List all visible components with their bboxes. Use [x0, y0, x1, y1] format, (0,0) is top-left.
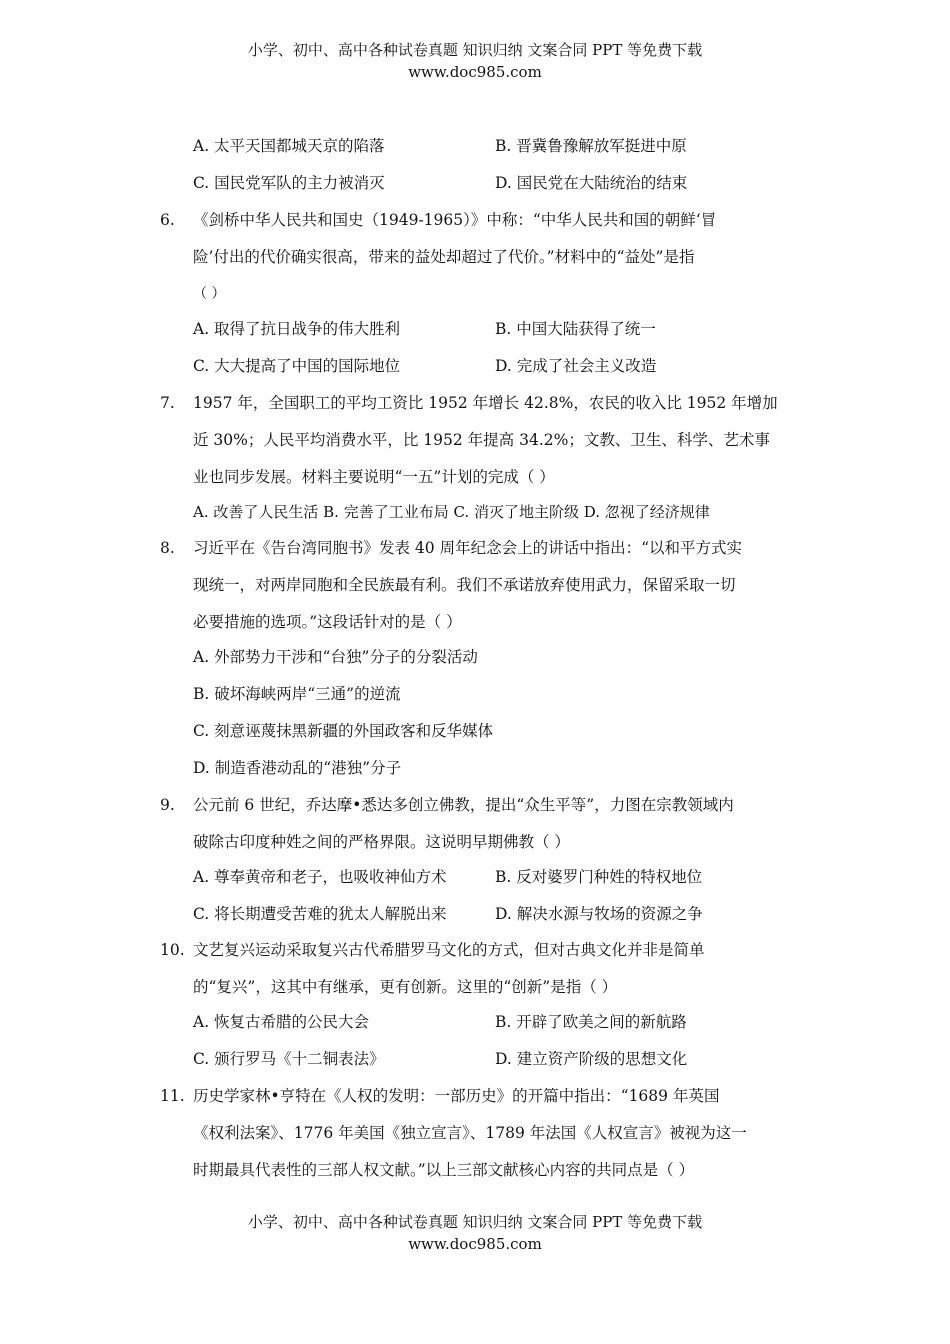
q7-options: A. 改善了人民生活 B. 完善了工业布局 C. 消灭了地主阶级 D. 忽视了经济规律	[193, 503, 710, 521]
q10-stem-line1: 文艺复兴运动采取复兴古代希腊罗马文化的方式，但对古典文化并非是简单	[193, 941, 705, 959]
q10-option-c: C. 颁行罗马《十二铜表法》	[193, 1050, 385, 1068]
header-url: www.doc985.com	[408, 63, 542, 81]
q5-option-a: A. 太平天国都城天京的陷落	[193, 137, 385, 155]
q5-option-d: D. 国民党在大陆统治的结束	[495, 174, 688, 192]
q10-number: 10.	[160, 941, 185, 959]
q9-option-a: A. 尊奉黄帝和老子，也吸收神仙方术	[193, 868, 447, 886]
q7-stem-line2: 近 30%；人民平均消费水平，比 1952 年提高 34.2%；文教、卫生、科学、艺术事	[193, 431, 770, 449]
footer-url: www.doc985.com	[408, 1235, 542, 1253]
q10-option-b: B. 开辟了欧美之间的新航路	[495, 1013, 687, 1031]
q10-option-d: D. 建立资产阶级的思想文化	[495, 1050, 688, 1068]
q6-stem-line1: 《剑桥中华人民共和国史（1949-1965）》中称：“中华人民共和国的朝鲜‘冒	[193, 211, 717, 229]
q7-stem-line1: 1957 年，全国职工的平均工资比 1952 年增长 42.8%，农民的收入比 1952 年增加	[193, 394, 778, 412]
page-header	[0, 39, 950, 83]
q8-option-d: D. 制造香港动乱的“港独”分子	[193, 759, 402, 777]
q8-stem-line2: 现统一，对两岸同胞和全民族最有利。我们不承诺放弃使用武力，保留采取一切	[193, 576, 736, 594]
q11-stem-line1: 历史学家林•亨特在《人权的发明：一部历史》的开篇中指出：“1689 年英国	[193, 1087, 720, 1105]
q8-option-b: B. 破坏海峡两岸“三通”的逆流	[193, 685, 401, 703]
q9-stem-line2: 破除古印度种姓之间的严格界限。这说明早期佛教（ ）	[193, 833, 570, 851]
q6-option-d: D. 完成了社会主义改造	[495, 357, 657, 375]
q7-stem-line3: 业也同步发展。材料主要说明“一五”计划的完成（ ）	[193, 468, 555, 486]
q6-option-c: C. 大大提高了中国的国际地位	[193, 357, 401, 375]
q6-option-a: A. 取得了抗日战争的伟大胜利	[193, 320, 401, 338]
q5-option-b: B. 晋冀鲁豫解放军挺进中原	[495, 137, 687, 155]
q8-option-a: A. 外部势力干涉和“台独”分子的分裂活动	[193, 648, 478, 666]
q9-option-d: D. 解决水源与牧场的资源之争	[495, 905, 703, 923]
q9-number: 9.	[160, 796, 175, 814]
q5-option-c: C. 国民党军队的主力被消灭	[193, 174, 385, 192]
q6-option-b: B. 中国大陆获得了统一	[495, 320, 656, 338]
q11-stem-line2: 《权利法案》、1776 年美国《独立宣言》、1789 年法国《人权宣言》被视为这一	[193, 1124, 747, 1142]
q9-stem-line1: 公元前 6 世纪，乔达摩•悉达多创立佛教，提出“众生平等”，力图在宗教领域内	[193, 796, 734, 814]
q8-option-c: C. 刻意诬蔑抹黑新疆的外国政客和反华媒体	[193, 722, 494, 740]
q10-stem-line2: 的“复兴”，这其中有继承，更有创新。这里的“创新”是指（ ）	[193, 978, 618, 996]
header-promo-text: 小学、初中、高中各种试卷真题 知识归纳 文案合同 PPT 等免费下载	[247, 41, 703, 59]
q8-stem-line3: 必要措施的选项。”这段话针对的是（ ）	[193, 613, 462, 631]
q6-stem-line3: （ ）	[193, 286, 226, 302]
q9-option-b: B. 反对婆罗门种姓的特权地位	[495, 868, 703, 886]
q11-number: 11.	[160, 1087, 185, 1105]
q6-number: 6.	[160, 211, 175, 229]
q6-stem-line2: 险’付出的代价确实很高，带来的益处却超过了代价。”材料中的“益处”是指	[193, 248, 695, 266]
q8-stem-line1: 习近平在《告台湾同胞书》发表 40 周年纪念会上的讲话中指出：“以和平方式实	[193, 539, 743, 557]
q9-option-c: C. 将长期遭受苦难的犹太人解脱出来	[193, 905, 447, 923]
q10-option-a: A. 恢复古希腊的公民大会	[193, 1013, 370, 1031]
q8-number: 8.	[160, 539, 175, 557]
q11-stem-line3: 时期最具代表性的三部人权文献。”以上三部文献核心内容的共同点是（ ）	[193, 1161, 695, 1179]
page-footer	[0, 1211, 950, 1255]
q7-number: 7.	[160, 394, 175, 412]
footer-promo-text: 小学、初中、高中各种试卷真题 知识归纳 文案合同 PPT 等免费下载	[247, 1213, 703, 1231]
